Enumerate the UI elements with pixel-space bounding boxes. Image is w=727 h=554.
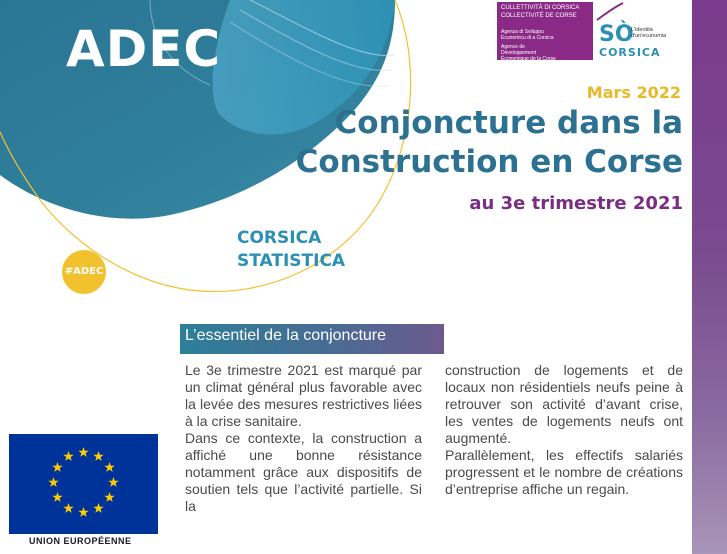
report-title [263, 104, 683, 182]
swoosh-icon [595, 2, 625, 22]
eu-flag-icon [9, 434, 158, 534]
summary-paragraph: Dans ce contexte, la construction a affiché une bonne résistance notamment grâce aux dispositifs de soutien tels que l’activité partielle. Si la [185, 430, 422, 514]
adec-brand: ADEC [66, 20, 222, 78]
so-tagline: L'identità d'un'ecunumia [631, 27, 667, 39]
summary-paragraph: Le 3e trimestre 2021 est marqué par un climat général plus favorable avec la levée des mesures restrictives liées à la crise sanitaire. [185, 362, 422, 429]
title-line-2: Construction en Corse [295, 144, 683, 180]
publication-date: Mars 2022 [586, 83, 681, 102]
essentiel-heading: L’essentiel de la conjoncture [185, 327, 387, 344]
institution-line-1: CULLETTIVITÀ DI CORSICA [501, 5, 580, 11]
agency-name-french: Agence de Développement Économique de la Corse [501, 44, 556, 62]
agency-name-corsican: Agenza di Sviluppu Ecunomicu di a Corsica [501, 29, 554, 41]
report-subtitle: au 3e trimestre 2021 [469, 193, 683, 214]
series-name-line-1: CORSICA [237, 228, 322, 248]
institution-line-2: COLLECTIVITÉ DE CORSE [501, 13, 577, 19]
hashtag-badge-icon: #ADEC [62, 250, 106, 294]
summary-paragraph: Parallèlement, les effectifs salariés progressent et le nombre de créations d’entreprise affiche un regain. [445, 447, 683, 497]
summary-paragraph: construction de logements et de locaux non résidentiels neufs peine à retrouver son activité d’avant crise, les ventes de logements neufs ont augmenté. [445, 362, 683, 446]
summary-column-2 [445, 362, 683, 498]
corsica-wordmark: CORSICA [599, 46, 661, 59]
eu-label: UNION EUROPÉENNE [29, 536, 132, 546]
eu-stars-icon [9, 434, 158, 534]
series-name [237, 227, 345, 273]
collectivite-logo-panel [497, 2, 593, 60]
series-name-line-2: STATISTICA [237, 251, 346, 271]
so-mark: SÒ [599, 22, 634, 47]
so-corsica-logo [595, 2, 682, 60]
collectivite-corse-logo [497, 2, 682, 60]
summary-column-1 [185, 362, 422, 515]
right-accent-bar [692, 0, 727, 554]
title-line-1: Conjoncture dans la [334, 105, 683, 141]
